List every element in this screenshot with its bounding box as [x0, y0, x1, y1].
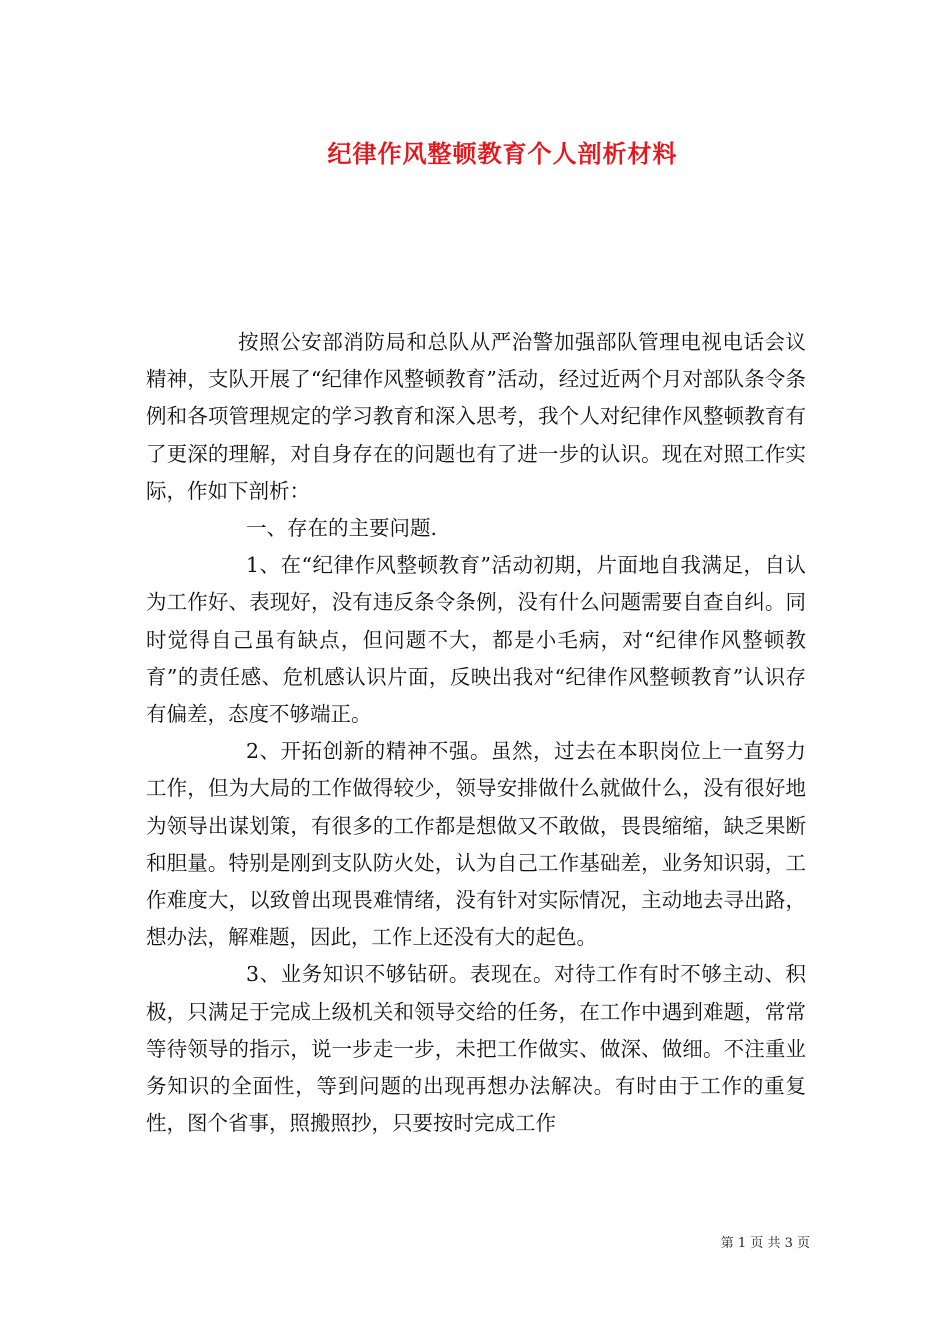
intro-paragraph: 按照公安部消防局和总队从严治警加强部队管理电视电话会议精神，支队开展了“纪律作风整顿教育”活动，经过近两个月对部队条令条例和各项管理规定的学习教育和深入思考，我个人对纪律作风整顿教育有了更深的理解，对自身存在的问题也有了进一步的认识。现在对照工作实际，作如下剖析：: [146, 330, 806, 503]
page-number: 第 1 页 共 3 页: [720, 1236, 810, 1251]
document-title: 纪律作风整顿教育个人剖析材料: [327, 139, 678, 168]
problem-item-3: 3、业务知识不够钻研。表现在。对待工作有时不够主动、积极，只满足于完成上级机关和领导交给的任务，在工作中遇到难题，常常等待领导的指示，说一步走一步，未把工作做实、做深、做细。不注重业务知识的全面性，等到问题的出现再想办法解决。有时由于工作的重复性，图个省事，照搬照抄，只要按时完成工作: [146, 962, 806, 1136]
problem-item-1: 1、在“纪律作风整顿教育”活动初期，片面地自我满足，自认为工作好、表现好，没有违反条令条例，没有什么问题需要自查自纠。同时觉得自己虽有缺点，但问题不大，都是小毛病，对“纪律作风整顿教育”的责任感、危机感认识片面，反映出我对“纪律作风整顿教育”认识存有偏差，态度不够端正。: [146, 553, 806, 727]
section-heading: 一、存在的主要问题.: [246, 516, 438, 541]
document-body: [146, 324, 806, 1142]
problem-item-2: 2、开拓创新的精神不强。虽然，过去在本职岗位上一直努力工作，但为大局的工作做得较少，领导安排做什么就做什么，没有很好地为领导出谋划策，有很多的工作都是想做又不敢做，畏畏缩缩，缺乏果断和胆量。特别是刚到支队防火处，认为自己工作基础差，业务知识弱，工作难度大，以致曾出现畏难情绪，没有针对实际情况，主动地去寻出路，想办法，解难题，因此，工作上还没有大的起色。: [146, 739, 806, 950]
